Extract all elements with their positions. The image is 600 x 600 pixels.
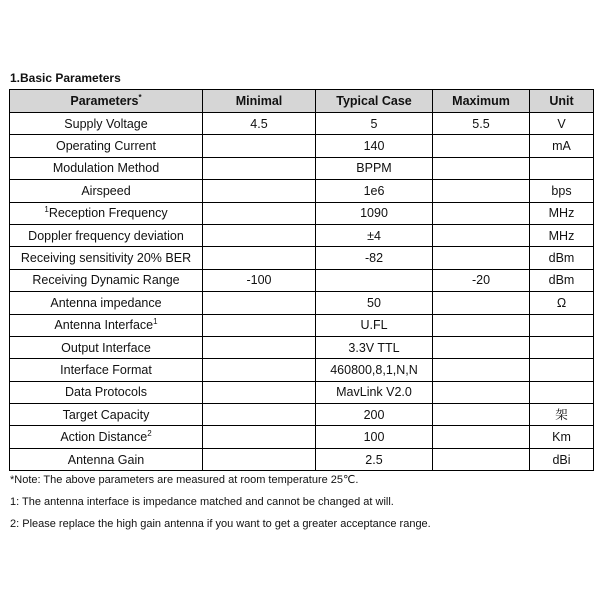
cell-parameter xyxy=(10,426,203,448)
cell-unit: Ω xyxy=(530,292,594,314)
cell-typical: 5 xyxy=(316,113,433,135)
cell-typical: 3.3V TTL xyxy=(316,336,433,358)
table-row xyxy=(10,135,594,157)
cell-minimal: 4.5 xyxy=(203,113,316,135)
note-high-gain-antenna: 2: Please replace the high gain antenna if you want to get a greater acceptance range. xyxy=(10,518,431,530)
cell-typical: 140 xyxy=(316,135,433,157)
cell-unit: Km xyxy=(530,426,594,448)
cell-parameter xyxy=(10,336,203,358)
cell-typical: U.FL xyxy=(316,314,433,336)
cell-minimal xyxy=(203,292,316,314)
cell-minimal xyxy=(203,314,316,336)
cell-minimal xyxy=(203,381,316,403)
cell-maximum xyxy=(433,336,530,358)
note-antenna-interface: 1: The antenna interface is impedance matched and cannot be changed at will. xyxy=(10,496,394,508)
notes xyxy=(10,473,590,539)
cell-typical: 2.5 xyxy=(316,448,433,470)
table-body xyxy=(10,113,594,471)
header-parameters-mark: * xyxy=(138,92,142,102)
cell-unit: dBm xyxy=(530,247,594,269)
cell-parameter xyxy=(10,269,203,291)
cell-maximum: -20 xyxy=(433,269,530,291)
cell-parameter xyxy=(10,180,203,202)
cell-maximum xyxy=(433,157,530,179)
cell-maximum xyxy=(433,224,530,246)
parameter-name: Receiving sensitivity 20% BER xyxy=(20,251,192,266)
cell-unit: dBm xyxy=(530,269,594,291)
table-row xyxy=(10,448,594,470)
cell-unit: V xyxy=(530,113,594,135)
parameter-name: Doppler frequency deviation xyxy=(28,228,184,243)
table-row xyxy=(10,224,594,246)
cell-parameter xyxy=(10,404,203,426)
table-row xyxy=(10,314,594,336)
cell-minimal: -100 xyxy=(203,269,316,291)
header-unit: Unit xyxy=(530,90,594,113)
cell-minimal xyxy=(203,359,316,381)
header-minimal: Minimal xyxy=(203,90,316,113)
parameter-name: Interface Format xyxy=(60,362,152,377)
cell-minimal xyxy=(203,247,316,269)
parameter-name: Receiving Dynamic Range xyxy=(32,273,180,288)
cell-parameter xyxy=(10,157,203,179)
footnote-mark: 2 xyxy=(147,429,152,438)
cell-unit: mA xyxy=(530,135,594,157)
cell-unit xyxy=(530,314,594,336)
parameter-name: Supply Voltage xyxy=(64,116,148,131)
cell-unit xyxy=(530,381,594,403)
cell-parameter xyxy=(10,247,203,269)
table-row xyxy=(10,336,594,358)
cell-maximum xyxy=(433,404,530,426)
cell-minimal xyxy=(203,202,316,224)
cell-maximum xyxy=(433,292,530,314)
table-row xyxy=(10,202,594,224)
parameter-name: Operating Current xyxy=(55,139,157,154)
parameter-name: Antenna Interface xyxy=(54,318,154,333)
parameter-name: Action Distance xyxy=(60,430,148,445)
cell-parameter xyxy=(10,381,203,403)
table-header-row xyxy=(10,90,594,113)
cell-unit: MHz xyxy=(530,202,594,224)
cell-minimal xyxy=(203,448,316,470)
cell-typical: -82 xyxy=(316,247,433,269)
cell-typical: BPPM xyxy=(316,157,433,179)
cell-minimal xyxy=(203,404,316,426)
cell-parameter xyxy=(10,314,203,336)
table-row xyxy=(10,426,594,448)
cell-typical: ±4 xyxy=(316,224,433,246)
cell-minimal xyxy=(203,157,316,179)
table-row xyxy=(10,404,594,426)
cell-parameter xyxy=(10,359,203,381)
cell-maximum xyxy=(433,202,530,224)
cell-parameter xyxy=(10,448,203,470)
cell-maximum xyxy=(433,359,530,381)
cell-minimal xyxy=(203,336,316,358)
parameter-name: Reception Frequency xyxy=(48,206,168,221)
cell-unit xyxy=(530,359,594,381)
cell-parameter xyxy=(10,135,203,157)
cell-typical: MavLink V2.0 xyxy=(316,381,433,403)
table-row xyxy=(10,269,594,291)
cell-maximum xyxy=(433,180,530,202)
section-title: 1.Basic Parameters xyxy=(10,71,121,85)
footnote-mark: 1 xyxy=(153,317,158,327)
cell-unit xyxy=(530,157,594,179)
note-temperature: *Note: The above parameters are measured at room temperature 25℃. xyxy=(10,474,359,486)
parameter-name: Data Protocols xyxy=(65,385,147,400)
cell-parameter xyxy=(10,202,203,224)
cell-typical: 460800,8,1,N,N xyxy=(316,359,433,381)
footnote-mark: 1 xyxy=(44,205,49,215)
cell-typical: 200 xyxy=(316,404,433,426)
header-typical: Typical Case xyxy=(316,90,433,113)
cell-typical: 1e6 xyxy=(316,180,433,202)
cell-minimal xyxy=(203,135,316,157)
cell-maximum xyxy=(433,314,530,336)
cell-unit: dBi xyxy=(530,448,594,470)
cell-maximum xyxy=(433,381,530,403)
parameter-name: Modulation Method xyxy=(52,161,160,176)
cell-typical xyxy=(316,269,433,291)
parameter-name: Output Interface xyxy=(61,340,151,355)
cell-parameter xyxy=(10,113,203,135)
table-row xyxy=(10,359,594,381)
cell-maximum xyxy=(433,247,530,269)
table-row xyxy=(10,292,594,314)
cell-unit: 架 xyxy=(530,404,594,426)
cell-typical: 100 xyxy=(316,426,433,448)
cell-minimal xyxy=(203,224,316,246)
table-row xyxy=(10,180,594,202)
basic-parameters-table xyxy=(9,89,594,471)
parameter-name: Antenna Gain xyxy=(67,452,145,467)
cell-typical: 50 xyxy=(316,292,433,314)
cell-typical: 1090 xyxy=(316,202,433,224)
cell-maximum: 5.5 xyxy=(433,113,530,135)
parameter-name: Target Capacity xyxy=(62,407,150,422)
cell-maximum xyxy=(433,448,530,470)
cell-minimal xyxy=(203,180,316,202)
parameter-name: Antenna impedance xyxy=(50,295,162,310)
cell-parameter xyxy=(10,224,203,246)
parameter-name: Airspeed xyxy=(81,183,131,198)
cell-minimal xyxy=(203,426,316,448)
table-row xyxy=(10,247,594,269)
header-parameters: Parameters* xyxy=(10,90,203,113)
table-row xyxy=(10,157,594,179)
cell-maximum xyxy=(433,426,530,448)
cell-parameter xyxy=(10,292,203,314)
cell-unit: MHz xyxy=(530,224,594,246)
cell-unit xyxy=(530,336,594,358)
cell-unit: bps xyxy=(530,180,594,202)
table-row xyxy=(10,381,594,403)
table-row xyxy=(10,113,594,135)
header-maximum: Maximum xyxy=(433,90,530,113)
cell-maximum xyxy=(433,135,530,157)
